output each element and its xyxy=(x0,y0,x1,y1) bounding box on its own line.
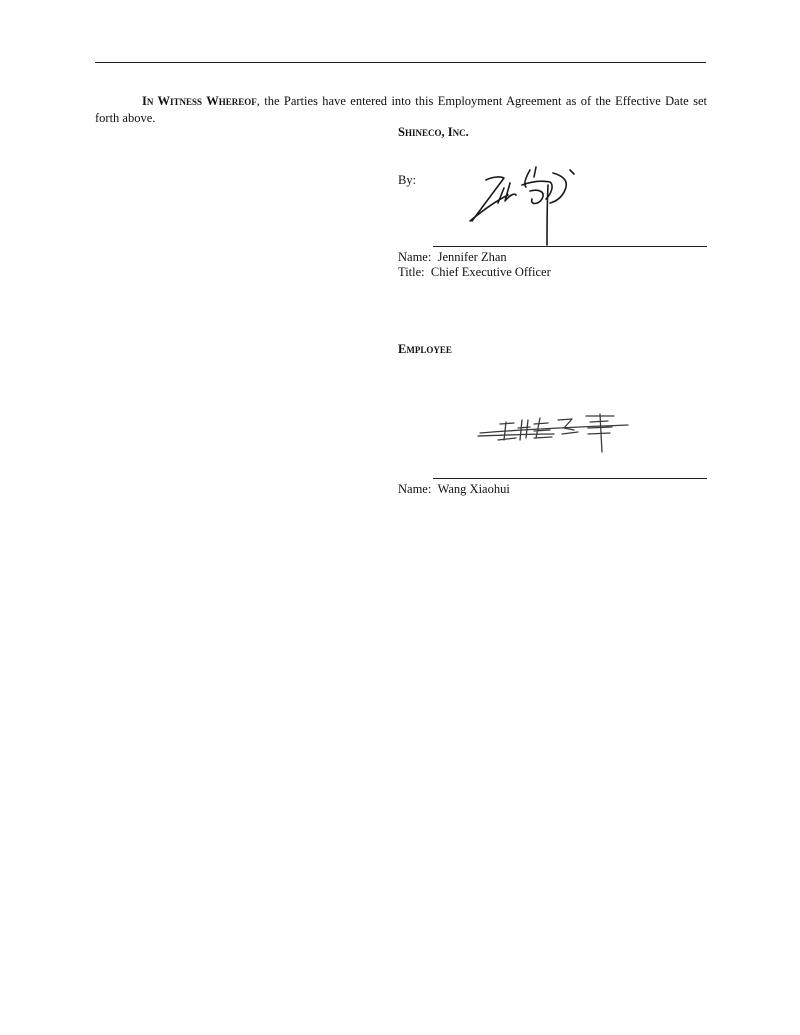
employee-heading: Employee xyxy=(398,342,452,356)
employee-name-label: Name: xyxy=(398,482,432,496)
header-rule xyxy=(95,62,706,63)
company-signature-line xyxy=(433,246,707,247)
company-name: Shineco, Inc. xyxy=(398,125,469,139)
employee-signature-line xyxy=(433,478,707,479)
title-label: Title: xyxy=(398,265,425,279)
witness-lead: In Witness Whereof xyxy=(142,94,257,108)
company-signer-name xyxy=(398,250,507,265)
by-label: By: xyxy=(398,173,417,187)
company-signer-title xyxy=(398,265,551,280)
employee-signature xyxy=(476,410,636,458)
witness-text: , the Parties have entered into this Employment Agreement as of the Effective Date set forth above. xyxy=(95,94,707,125)
name-value: Jennifer Zhan xyxy=(437,250,507,264)
employee-name-value: Wang Xiaohui xyxy=(437,482,510,496)
name-label: Name: xyxy=(398,250,432,264)
witness-paragraph xyxy=(95,93,707,127)
company-signature xyxy=(460,155,585,247)
title-value: Chief Executive Officer xyxy=(430,265,551,279)
employee-name xyxy=(398,482,510,497)
